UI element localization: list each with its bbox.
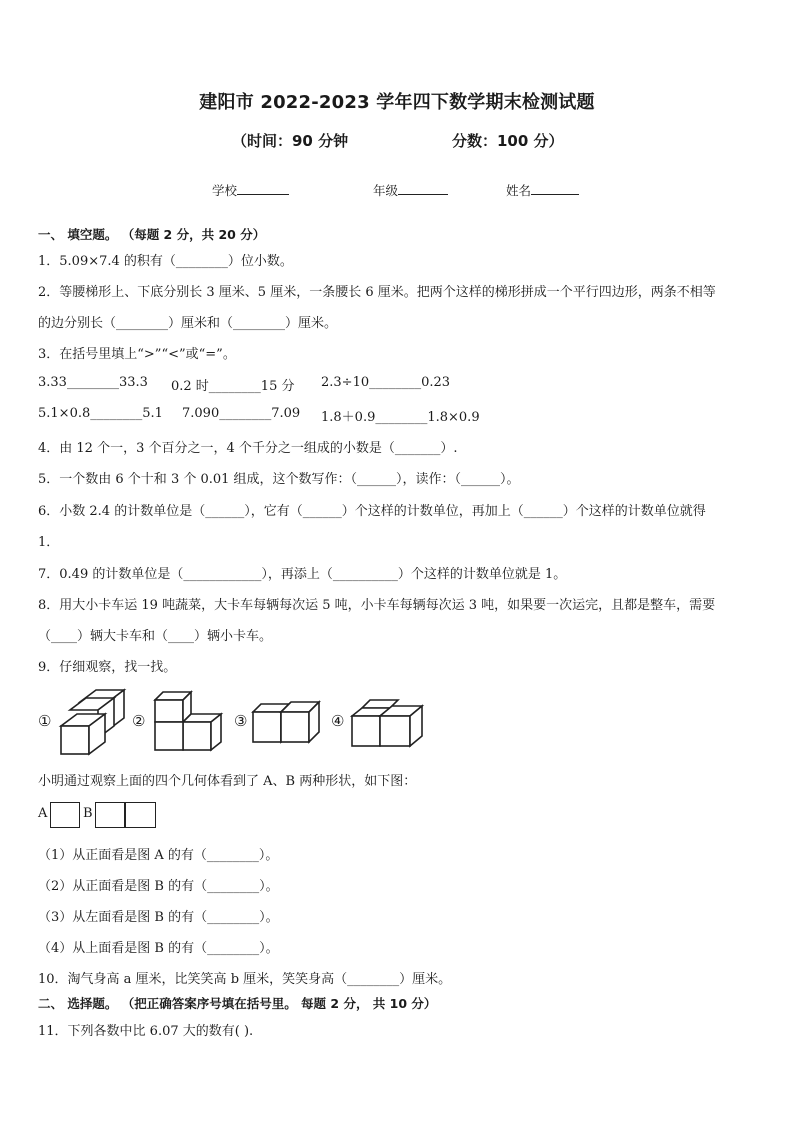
cube-figure-1 bbox=[56, 688, 130, 756]
sub-question-3: （3）从左面看是图 B 的有（________）。 bbox=[38, 910, 279, 925]
question-3: 3．在括号里填上“>”“<”或“=”。 bbox=[38, 347, 236, 362]
sub-question-4: （4）从上面看是图 B 的有（________）。 bbox=[38, 941, 279, 956]
name-field[interactable] bbox=[506, 181, 579, 199]
compare-item: 3.33________33.3 bbox=[38, 375, 148, 390]
question-10: 10．淘气身高 a 厘米，比笑笑高 b 厘米，笑笑身高（________）厘米。 bbox=[38, 972, 452, 987]
figure-label-2: ② bbox=[132, 712, 146, 730]
compare-item: 7.090________7.09 bbox=[182, 406, 301, 421]
school-field[interactable] bbox=[212, 181, 289, 199]
question-5: 5．一个数由 6 个十和 3 个 0.01 组成，这个数写作：（______），读作：（______）。 bbox=[38, 472, 520, 487]
compare-item: 0.2 时________15 分 bbox=[171, 379, 295, 394]
shape-b-label: B bbox=[83, 806, 93, 821]
shape-a-label: A bbox=[38, 806, 48, 821]
question-7: 7．0.49 的计数单位是（____________），再添上（__________）个这样的计数单位就是 1。 bbox=[38, 567, 567, 582]
compare-item: 2.3÷10________0.23 bbox=[321, 375, 451, 390]
question-8-line-1: 8．用大小卡车运 19 吨蔬菜，大卡车每辆每次运 5 吨，小卡车每辆每次运 3 吨，如果要一次运完，且都是整车，需要 bbox=[38, 598, 716, 613]
page-title: 建阳市 2022-2023 学年四下数学期末检测试题 bbox=[199, 92, 595, 113]
sub-question-2: （2）从正面看是图 B 的有（________）。 bbox=[38, 879, 279, 894]
grade-field[interactable] bbox=[373, 181, 448, 199]
shape-b-square-right bbox=[124, 802, 156, 828]
time-label: （时间：90 分钟 bbox=[232, 132, 349, 150]
figure-label-4: ④ bbox=[331, 712, 345, 730]
shape-b-square-left bbox=[95, 802, 126, 828]
question-11: 11．下列各数中比 6.07 大的数有( ). bbox=[38, 1024, 254, 1039]
question-9-description: 小明通过观察上面的四个几何体看到了 A、B 两种形状，如下图： bbox=[38, 774, 417, 789]
question-6-line-2: 1． bbox=[38, 535, 60, 550]
sub-question-1: （1）从正面看是图 A 的有（________）。 bbox=[38, 848, 279, 863]
compare-item: 1.8＋0.9________1.8×0.9 bbox=[321, 410, 480, 425]
compare-item: 5.1×0.8________5.1 bbox=[38, 406, 163, 421]
question-2-line-2: 的边分别长（________）厘米和（________）厘米。 bbox=[38, 316, 338, 331]
figure-label-3: ③ bbox=[234, 712, 248, 730]
cube-figure-2 bbox=[151, 688, 229, 754]
figure-label-1: ① bbox=[38, 712, 52, 730]
question-4: 4．由 12 个一，3 个百分之一，4 个千分之一组成的小数是（_______）. bbox=[38, 441, 458, 456]
score-label: 分数：100 分） bbox=[452, 132, 564, 150]
section-1-heading: 一、 填空题。 （每题 2 分，共 20 分） bbox=[38, 227, 266, 242]
cube-figure-3 bbox=[251, 698, 323, 746]
section-2-heading: 二、 选择题。 （把正确答案序号填在括号里。 每题 2 分， 共 10 分） bbox=[38, 996, 437, 1011]
question-9: 9．仔细观察，找一找。 bbox=[38, 660, 177, 675]
grade-label: 年级 bbox=[373, 183, 399, 198]
shape-a-square bbox=[50, 802, 80, 828]
question-6-line-1: 6．小数 2.4 的计数单位是（______），它有（______）个这样的计数单位，再加上（______）个这样的计数单位就得 bbox=[38, 504, 706, 519]
question-2-line-1: 2．等腰梯形上、下底分别长 3 厘米、5 厘米，一条腰长 6 厘米。把两个这样的梯形拼成一个平行四边形，两条不相等 bbox=[38, 285, 716, 300]
name-label: 姓名 bbox=[506, 183, 532, 198]
school-label: 学校 bbox=[212, 183, 238, 198]
question-1: 1．5.09×7.4 的积有（________）位小数。 bbox=[38, 254, 293, 269]
question-8-line-2: （____）辆大卡车和（____）辆小卡车。 bbox=[38, 629, 273, 644]
cube-figure-4 bbox=[350, 696, 426, 750]
